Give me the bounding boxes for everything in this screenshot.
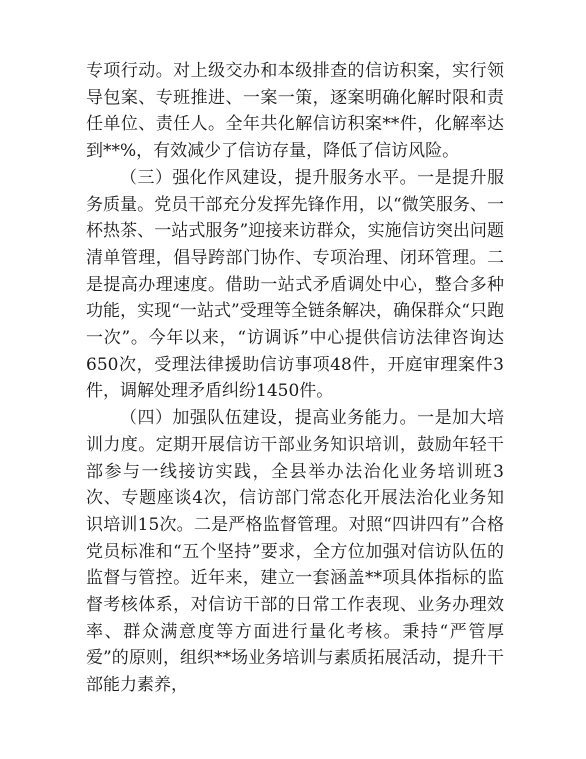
paragraph-work-style: （三）强化作风建设，提升服务水平。一是提升服务质量。党员干部充分发挥先锋作用，以“微笑服务、一杯热茶、一站式服务”迎接来访群众，实施信访突出问题清单管理，倡导跨部门协作、专项治理、闭环管理。二是提高办理速度。借助一站式矛盾调处中心，整合多种功能，实现“一站式”受理等全链条解决，确保群众“只跑一次”。今年以来，“访调诉”中心提供信访法律咨询达650次，受理法律援助信访事项48件，开庭审理案件3件，调解处理矛盾纠纷1450件。 <box>86 167 504 402</box>
paragraph-team-building: （四）加强队伍建设，提高业务能力。一是加大培训力度。定期开展信访干部业务知识培训，鼓励年轻干部参与一线接访实践，全县举办法治化业务培训班3次、专题座谈4次，信访部门常态化开展法治化业务知识培训15次。二是严格监督管理。对照“四讲四有”合格党员标准和“五个坚持”要求，全方位加强对信访队伍的监督与管控。近年来，建立一套涵盖**项具体指标的监督考核体系，对信访干部的日常工作表现、业务办理效率、群众满意度等方面进行量化考核。秉持“严管厚爱”的原则，组织**场业务培训与素质拓展活动，提升干部能力素养， <box>86 408 504 696</box>
paragraph-continuation: 专项行动。对上级交办和本级排查的信访积案，实行领导包案、专班推进、一案一策，逐案明确化解时限和责任单位、责任人。全年共化解信访积案**件，化解率达到**%，有效减少了信访存量，降低了信访风险。 <box>86 61 504 162</box>
body-text <box>86 58 504 699</box>
